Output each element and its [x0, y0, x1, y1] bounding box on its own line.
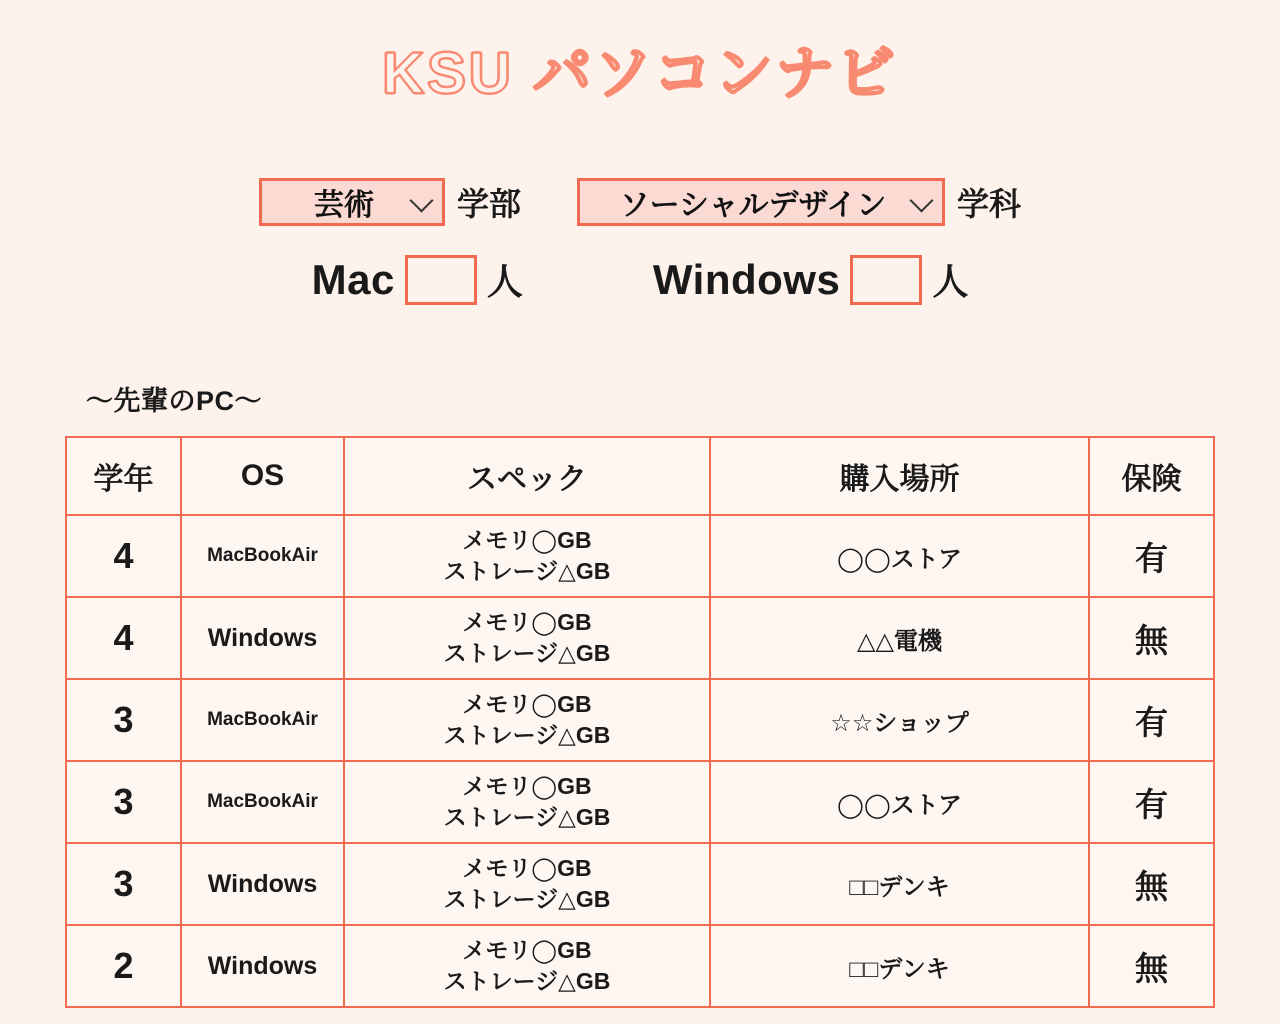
spec-storage: ストレージ△GB — [443, 558, 611, 584]
column-header-os: OS — [181, 437, 344, 515]
cell-year: 4 — [66, 515, 181, 597]
cell-os: Windows — [181, 843, 344, 925]
spec-memory: メモリ◯GB — [462, 691, 592, 718]
spec-memory: メモリ◯GB — [462, 609, 592, 636]
windows-count-input[interactable] — [850, 255, 922, 305]
mac-count-group — [312, 254, 523, 305]
cell-year: 3 — [66, 679, 181, 761]
faculty-label: 学部 — [456, 186, 521, 222]
table-row — [66, 679, 1214, 761]
windows-label: Windows — [652, 255, 841, 303]
cell-year: 3 — [66, 761, 181, 843]
count-row — [0, 254, 1280, 305]
cell-insurance: 無 — [1089, 843, 1214, 925]
spec-storage: ストレージ△GB — [443, 640, 611, 666]
chevron-down-icon — [909, 188, 933, 212]
faculty-select[interactable] — [259, 178, 445, 226]
cell-year: 4 — [66, 597, 181, 679]
cell-os: MacBookAir — [181, 515, 344, 597]
cell-insurance: 有 — [1089, 761, 1214, 843]
senior-pc-table — [65, 436, 1215, 1008]
cell-insurance: 有 — [1089, 679, 1214, 761]
spec-memory: メモリ◯GB — [462, 937, 592, 964]
column-header-year: 学年 — [66, 437, 181, 515]
department-select[interactable] — [577, 178, 945, 226]
filter-row — [0, 178, 1280, 226]
cell-spec — [344, 515, 710, 597]
windows-count-unit: 人 — [932, 261, 969, 302]
column-header-spec: スペック — [344, 437, 710, 515]
cell-spec — [344, 925, 710, 1007]
chevron-down-icon — [409, 188, 433, 212]
table-row — [66, 843, 1214, 925]
department-select-value: ソーシャルデザイン — [619, 189, 887, 222]
table-header-row — [66, 437, 1214, 515]
cell-spec — [344, 597, 710, 679]
windows-count-group — [653, 254, 968, 305]
cell-os: Windows — [181, 597, 344, 679]
faculty-select-value: 芸術 — [313, 189, 374, 222]
cell-spec — [344, 843, 710, 925]
spec-storage: ストレージ△GB — [443, 722, 611, 748]
spec-memory: メモリ◯GB — [462, 527, 592, 554]
cell-shop: □□デンキ — [710, 925, 1089, 1007]
cell-shop: ◯◯ストア — [710, 515, 1089, 597]
cell-shop: △△電機 — [710, 597, 1089, 679]
cell-insurance: 有 — [1089, 515, 1214, 597]
table-row — [66, 925, 1214, 1007]
spec-storage: ストレージ△GB — [443, 968, 611, 994]
spec-storage: ストレージ△GB — [443, 886, 611, 912]
cell-spec — [344, 761, 710, 843]
table-row — [66, 761, 1214, 843]
mac-label: Mac — [311, 255, 395, 303]
mac-count-unit: 人 — [486, 261, 523, 302]
cell-os: MacBookAir — [181, 679, 344, 761]
cell-year: 3 — [66, 843, 181, 925]
spec-memory: メモリ◯GB — [462, 773, 592, 800]
cell-shop: □□デンキ — [710, 843, 1089, 925]
cell-insurance: 無 — [1089, 925, 1214, 1007]
cell-insurance: 無 — [1089, 597, 1214, 679]
cell-shop: ◯◯ストア — [710, 761, 1089, 843]
department-label: 学科 — [957, 186, 1022, 222]
cell-year: 2 — [66, 925, 181, 1007]
table-row — [66, 597, 1214, 679]
table-row — [66, 515, 1214, 597]
page-title: KSU パソコンナビ — [382, 41, 898, 106]
column-header-insurance: 保険 — [1089, 437, 1214, 515]
section-heading: 〜先輩のPC〜 — [86, 386, 263, 416]
cell-shop: ☆☆ショップ — [710, 679, 1089, 761]
spec-storage: ストレージ△GB — [443, 804, 611, 830]
column-header-shop: 購入場所 — [710, 437, 1089, 515]
cell-os: Windows — [181, 925, 344, 1007]
spec-memory: メモリ◯GB — [462, 855, 592, 882]
cell-spec — [344, 679, 710, 761]
mac-count-input[interactable] — [405, 255, 477, 305]
cell-os: MacBookAir — [181, 761, 344, 843]
